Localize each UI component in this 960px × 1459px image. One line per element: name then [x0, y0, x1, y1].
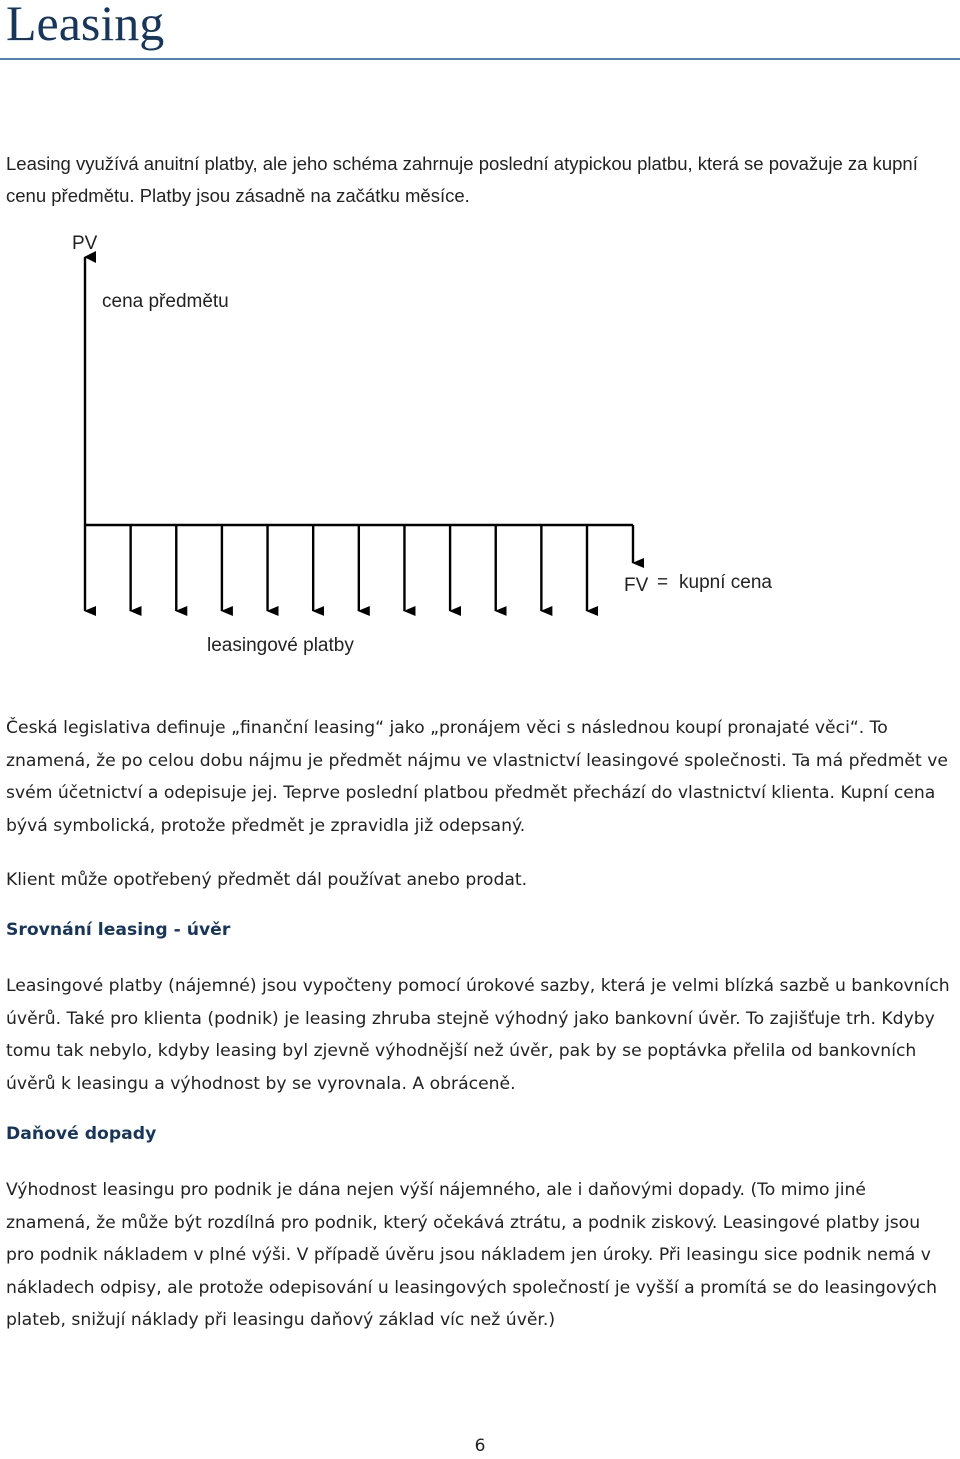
fv-label: FV: [624, 575, 649, 596]
cash-flow-diagram: [0, 225, 960, 665]
section-heading-comparison: Srovnání leasing - úvěr: [6, 920, 231, 940]
payments-label: leasingové platby: [207, 635, 354, 656]
fv-equals: =: [657, 572, 669, 593]
tax-paragraph: Výhodnost leasingu pro podnik je dána nejen výší nájemného, ale i daňovými dopady. (To mimo jiné znamená, že může být rozdílná pro podnik, který očekává ztrátu, a podnik ziskový. Leasingové platby jsou pro podnik nákladem v plné výši. V případě úvěru jsou nákladem jen úroky. Při leasingu sice podnik nemá v nákladech odpisy, ale protože odepisování u leasingových společností je vyšší a promítá se do leasingových plateb, snižují náklady při leasingu daňový základ víc než úvěr.): [6, 1180, 938, 1330]
page-title: Leasing: [6, 0, 165, 51]
fv-description: kupní cena: [679, 572, 772, 593]
section-heading-tax: Daňové dopady: [6, 1124, 157, 1144]
payment-arrows: [85, 525, 587, 611]
pv-label: PV: [72, 233, 98, 254]
page-number: 6: [474, 1436, 486, 1456]
client-usage-paragraph: Klient může opotřebený předmět dál používat anebo prodat.: [6, 870, 528, 890]
intro-paragraph: Leasing využívá anuitní platby, ale jeho schéma zahrnuje poslední atypickou platbu, která se považuje za kupní cenu předmětu. Platby jsou zásadně na začátku měsíce.: [6, 153, 918, 206]
comparison-paragraph: Leasingové platby (nájemné) jsou vypočteny pomocí úrokové sazby, která je velmi blízká sazbě u bankovních úvěrů. Také pro klienta (podnik) je leasing zhruba stejně výhodný jako bankovní úvěr. To zajišťuje trh. Kdyby tomu tak nebylo, kdyby leasing byl zjevně výhodnější než úvěr, pak by se poptávka přelila od bankovních úvěrů k leasingu a výhodnost by se vyrovnala. A obráceně.: [6, 976, 950, 1094]
price-label: cena předmětu: [102, 291, 229, 312]
title-underline: [0, 58, 960, 60]
legislation-paragraph: Česká legislativa definuje „finanční leasing“ jako „pronájem věci s následnou koupí pronajaté věci“. To znamená, že po celou dobu nájmu je předmět nájmu ve vlastnictví leasingové společnosti. Ta má předmět ve svém účetnictví a odepisuje jej. Teprve poslední platbou předmět přechází do vlastnictví klienta. Kupní cena bývá symbolická, protože předmět je zpravidla již odepsaný.: [6, 718, 948, 836]
